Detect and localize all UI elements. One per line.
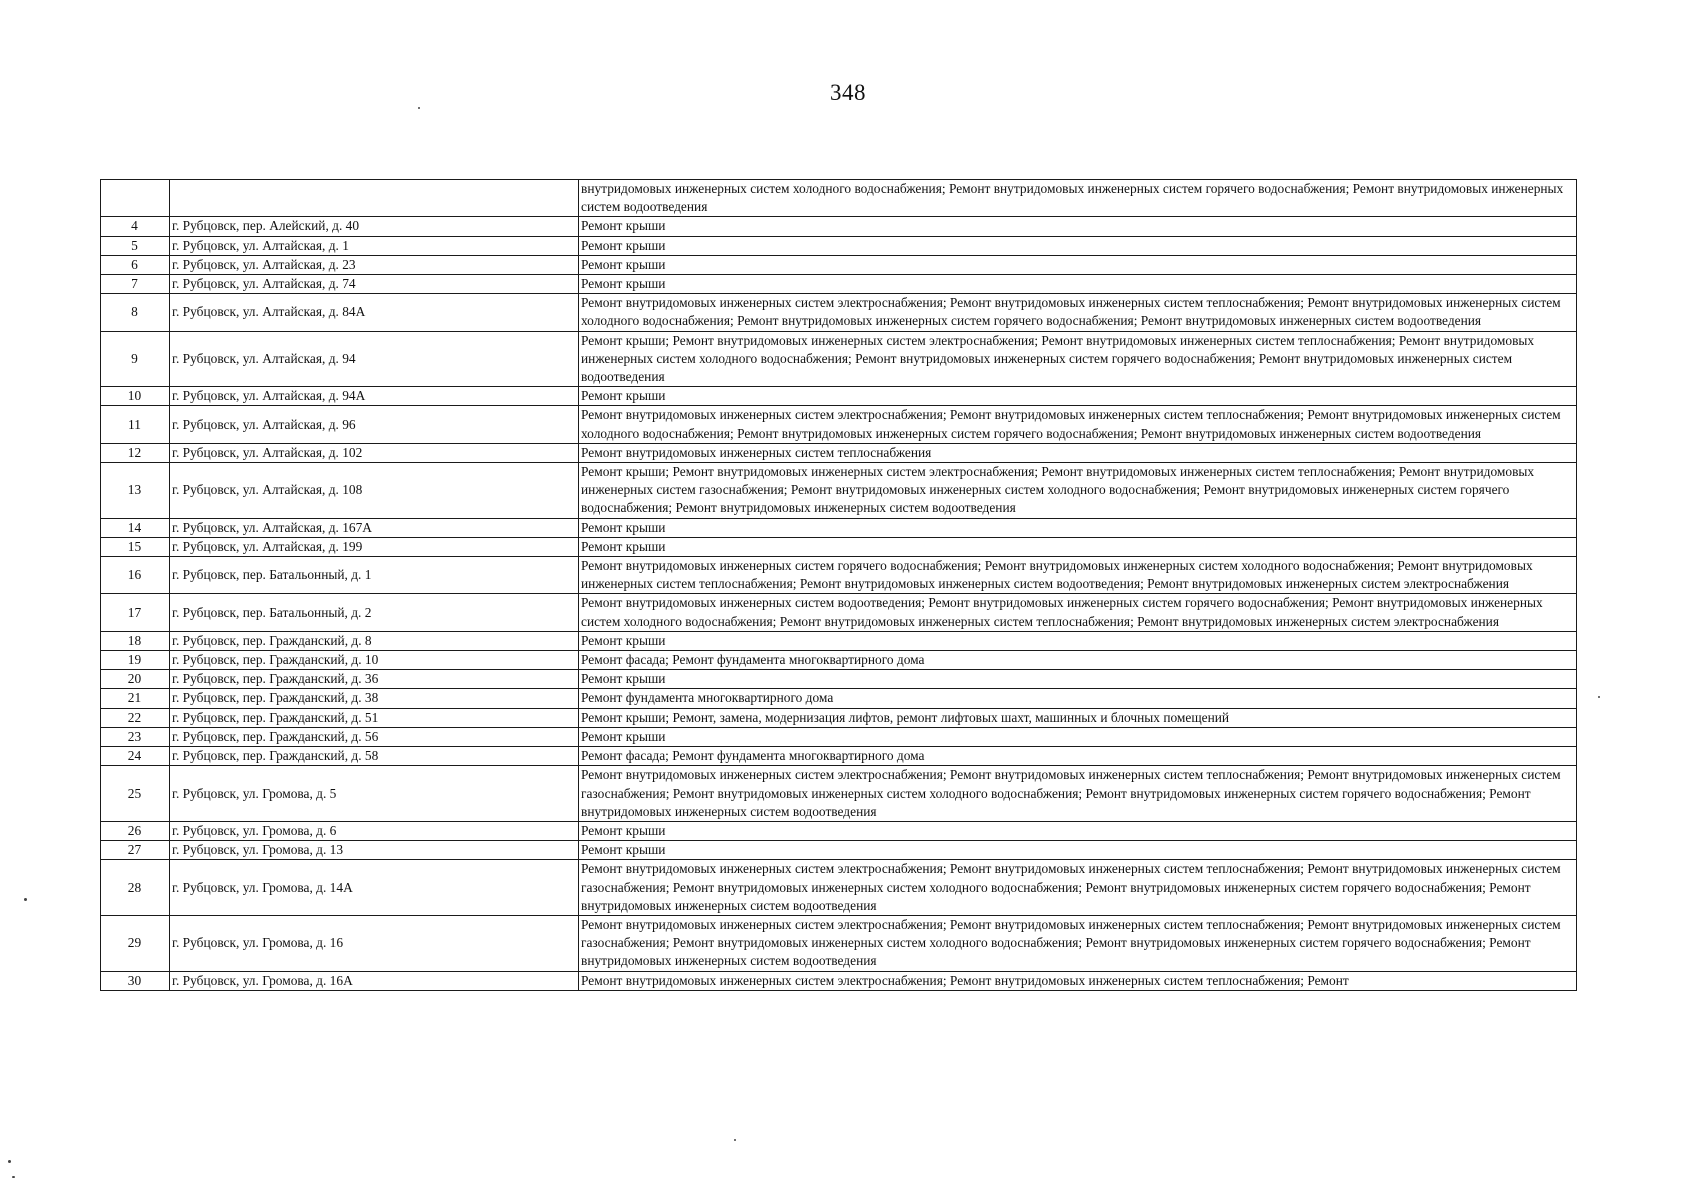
row-work-types: Ремонт крыши; Ремонт, замена, модернизация лифтов, ремонт лифтовых шахт, машинных и блочных помещений <box>579 708 1577 727</box>
row-number: 13 <box>101 463 170 519</box>
table-row <box>101 670 1577 689</box>
row-address: г. Рубцовск, ул. Алтайская, д. 94А <box>170 387 579 406</box>
table-row <box>101 518 1577 537</box>
row-number: 16 <box>101 557 170 594</box>
row-address: г. Рубцовск, ул. Алтайская, д. 108 <box>170 463 579 519</box>
scan-speck <box>418 107 420 109</box>
row-address: г. Рубцовск, пер. Батальонный, д. 2 <box>170 594 579 631</box>
row-work-types: Ремонт фасада; Ремонт фундамента многоквартирного дома <box>579 747 1577 766</box>
table-row <box>101 631 1577 650</box>
row-address: г. Рубцовск, пер. Алейский, д. 40 <box>170 217 579 236</box>
repair-table <box>100 179 1577 991</box>
table-row <box>101 708 1577 727</box>
row-number: 27 <box>101 841 170 860</box>
row-address: г. Рубцовск, ул. Алтайская, д. 74 <box>170 275 579 294</box>
row-number: 24 <box>101 747 170 766</box>
table-row <box>101 727 1577 746</box>
row-work-types: Ремонт фасада; Ремонт фундамента многоквартирного дома <box>579 651 1577 670</box>
row-work-types: Ремонт внутридомовых инженерных систем электроснабжения; Ремонт внутридомовых инженерных систем теплоснабжения; Ремонт внутридомовых инженерных систем газоснабжения; Ремонт внутридомовых инженерных систем холодного водоснабжения; Ремонт внутридомовых инженерных систем горячего водоснабжения; Ремонт внутридомовых инженерных систем водоотведения <box>579 860 1577 916</box>
table-row <box>101 594 1577 631</box>
row-address: г. Рубцовск, ул. Алтайская, д. 102 <box>170 443 579 462</box>
row-number: 23 <box>101 727 170 746</box>
row-work-types: Ремонт внутридомовых инженерных систем электроснабжения; Ремонт внутридомовых инженерных систем теплоснабжения; Ремонт внутридомовых инженерных систем холодного водоснабжения; Ремонт внутридомовых инженерных систем горячего водоснабжения; Ремонт внутридомовых инженерных систем водоотведения <box>579 406 1577 443</box>
row-work-types: Ремонт крыши <box>579 217 1577 236</box>
table-row <box>101 915 1577 971</box>
row-work-types: Ремонт крыши <box>579 236 1577 255</box>
table-row <box>101 557 1577 594</box>
row-work-types: Ремонт крыши <box>579 727 1577 746</box>
table-row <box>101 689 1577 708</box>
row-address: г. Рубцовск, пер. Гражданский, д. 36 <box>170 670 579 689</box>
row-work-types: Ремонт внутридомовых инженерных систем электроснабжения; Ремонт внутридомовых инженерных систем теплоснабжения; Ремонт внутридомовых инженерных систем холодного водоснабжения; Ремонт внутридомовых инженерных систем горячего водоснабжения; Ремонт внутридомовых инженерных систем водоотведения <box>579 294 1577 331</box>
row-address: г. Рубцовск, пер. Гражданский, д. 56 <box>170 727 579 746</box>
row-number: 7 <box>101 275 170 294</box>
row-number: 9 <box>101 331 170 387</box>
row-address: г. Рубцовск, пер. Батальонный, д. 1 <box>170 557 579 594</box>
row-work-types: Ремонт крыши <box>579 670 1577 689</box>
scan-speck <box>734 1139 736 1141</box>
row-address: г. Рубцовск, ул. Громова, д. 13 <box>170 841 579 860</box>
table-row <box>101 275 1577 294</box>
row-work-types: Ремонт крыши <box>579 518 1577 537</box>
table-row <box>101 651 1577 670</box>
row-number: 20 <box>101 670 170 689</box>
row-number: 28 <box>101 860 170 916</box>
row-address: г. Рубцовск, ул. Громова, д. 16А <box>170 971 579 990</box>
scan-speck <box>1598 696 1600 698</box>
repair-table-container <box>100 179 1576 991</box>
scan-speck <box>12 1176 15 1178</box>
row-address: г. Рубцовск, ул. Алтайская, д. 199 <box>170 537 579 556</box>
table-row <box>101 236 1577 255</box>
table-row <box>101 537 1577 556</box>
row-number: 22 <box>101 708 170 727</box>
row-number: 6 <box>101 255 170 274</box>
row-work-types: внутридомовых инженерных систем холодного водоснабжения; Ремонт внутридомовых инженерных систем горячего водоснабжения; Ремонт внутридомовых инженерных систем водоотведения <box>579 180 1577 217</box>
row-address: г. Рубцовск, пер. Гражданский, д. 8 <box>170 631 579 650</box>
row-address: г. Рубцовск, пер. Гражданский, д. 58 <box>170 747 579 766</box>
row-number: 29 <box>101 915 170 971</box>
table-row <box>101 331 1577 387</box>
scan-speck <box>8 1160 11 1163</box>
row-work-types: Ремонт крыши <box>579 387 1577 406</box>
row-work-types: Ремонт крыши <box>579 841 1577 860</box>
row-number: 8 <box>101 294 170 331</box>
table-row <box>101 841 1577 860</box>
row-work-types: Ремонт крыши; Ремонт внутридомовых инженерных систем электроснабжения; Ремонт внутридомовых инженерных систем теплоснабжения; Ремонт внутридомовых инженерных систем холодного водоснабжения; Ремонт внутридомовых инженерных систем горячего водоснабжения; Ремонт внутридомовых инженерных систем водоотведения <box>579 331 1577 387</box>
row-address <box>170 180 579 217</box>
table-row <box>101 387 1577 406</box>
row-address: г. Рубцовск, ул. Громова, д. 5 <box>170 766 579 822</box>
table-row <box>101 766 1577 822</box>
row-number: 12 <box>101 443 170 462</box>
table-body <box>101 180 1577 991</box>
row-work-types: Ремонт внутридомовых инженерных систем горячего водоснабжения; Ремонт внутридомовых инженерных систем холодного водоснабжения; Ремонт внутридомовых инженерных систем теплоснабжения; Ремонт внутридомовых инженерных систем водоотведения; Ремонт внутридомовых инженерных систем электроснабжения <box>579 557 1577 594</box>
row-number: 14 <box>101 518 170 537</box>
row-work-types: Ремонт крыши; Ремонт внутридомовых инженерных систем электроснабжения; Ремонт внутридомовых инженерных систем теплоснабжения; Ремонт внутридомовых инженерных систем газоснабжения; Ремонт внутридомовых инженерных систем холодного водоснабжения; Ремонт внутридомовых инженерных систем горячего водоснабжения; Ремонт внутридомовых инженерных систем водоотведения <box>579 463 1577 519</box>
table-row <box>101 217 1577 236</box>
row-work-types: Ремонт внутридомовых инженерных систем электроснабжения; Ремонт внутридомовых инженерных систем теплоснабжения; Ремонт внутридомовых инженерных систем газоснабжения; Ремонт внутридомовых инженерных систем холодного водоснабжения; Ремонт внутридомовых инженерных систем горячего водоснабжения; Ремонт внутридомовых инженерных систем водоотведения <box>579 766 1577 822</box>
row-number: 30 <box>101 971 170 990</box>
row-address: г. Рубцовск, ул. Алтайская, д. 96 <box>170 406 579 443</box>
row-number: 15 <box>101 537 170 556</box>
table-row <box>101 463 1577 519</box>
table-row <box>101 747 1577 766</box>
row-work-types: Ремонт внутридомовых инженерных систем электроснабжения; Ремонт внутридомовых инженерных систем теплоснабжения; Ремонт внутридомовых инженерных систем газоснабжения; Ремонт внутридомовых инженерных систем холодного водоснабжения; Ремонт внутридомовых инженерных систем горячего водоснабжения; Ремонт внутридомовых инженерных систем водоотведения <box>579 915 1577 971</box>
row-work-types: Ремонт внутридомовых инженерных систем электроснабжения; Ремонт внутридомовых инженерных систем теплоснабжения; Ремонт <box>579 971 1577 990</box>
row-work-types: Ремонт крыши <box>579 631 1577 650</box>
table-row <box>101 860 1577 916</box>
row-number: 5 <box>101 236 170 255</box>
row-number: 26 <box>101 821 170 840</box>
row-number: 4 <box>101 217 170 236</box>
row-address: г. Рубцовск, ул. Громова, д. 6 <box>170 821 579 840</box>
table-row <box>101 255 1577 274</box>
row-address: г. Рубцовск, пер. Гражданский, д. 10 <box>170 651 579 670</box>
row-work-types: Ремонт внутридомовых инженерных систем теплоснабжения <box>579 443 1577 462</box>
row-address: г. Рубцовск, ул. Алтайская, д. 1 <box>170 236 579 255</box>
row-number: 21 <box>101 689 170 708</box>
table-row <box>101 821 1577 840</box>
row-number: 10 <box>101 387 170 406</box>
table-row <box>101 443 1577 462</box>
row-number: 11 <box>101 406 170 443</box>
page-number: 348 <box>830 80 866 105</box>
row-address: г. Рубцовск, пер. Гражданский, д. 38 <box>170 689 579 708</box>
row-work-types: Ремонт крыши <box>579 537 1577 556</box>
row-work-types: Ремонт фундамента многоквартирного дома <box>579 689 1577 708</box>
row-address: г. Рубцовск, ул. Алтайская, д. 23 <box>170 255 579 274</box>
row-address: г. Рубцовск, ул. Громова, д. 16 <box>170 915 579 971</box>
row-work-types: Ремонт крыши <box>579 275 1577 294</box>
row-number: 18 <box>101 631 170 650</box>
table-row <box>101 180 1577 217</box>
row-address: г. Рубцовск, ул. Громова, д. 14А <box>170 860 579 916</box>
row-number: 25 <box>101 766 170 822</box>
table-row <box>101 971 1577 990</box>
row-work-types: Ремонт крыши <box>579 255 1577 274</box>
table-row <box>101 294 1577 331</box>
row-work-types: Ремонт крыши <box>579 821 1577 840</box>
table-row <box>101 406 1577 443</box>
scan-speck <box>24 898 27 901</box>
row-number <box>101 180 170 217</box>
row-address: г. Рубцовск, пер. Гражданский, д. 51 <box>170 708 579 727</box>
row-address: г. Рубцовск, ул. Алтайская, д. 84А <box>170 294 579 331</box>
row-number: 17 <box>101 594 170 631</box>
row-number: 19 <box>101 651 170 670</box>
row-work-types: Ремонт внутридомовых инженерных систем водоотведения; Ремонт внутридомовых инженерных систем горячего водоснабжения; Ремонт внутридомовых инженерных систем холодного водоснабжения; Ремонт внутридомовых инженерных систем теплоснабжения; Ремонт внутридомовых инженерных систем электроснабжения <box>579 594 1577 631</box>
row-address: г. Рубцовск, ул. Алтайская, д. 94 <box>170 331 579 387</box>
row-address: г. Рубцовск, ул. Алтайская, д. 167А <box>170 518 579 537</box>
